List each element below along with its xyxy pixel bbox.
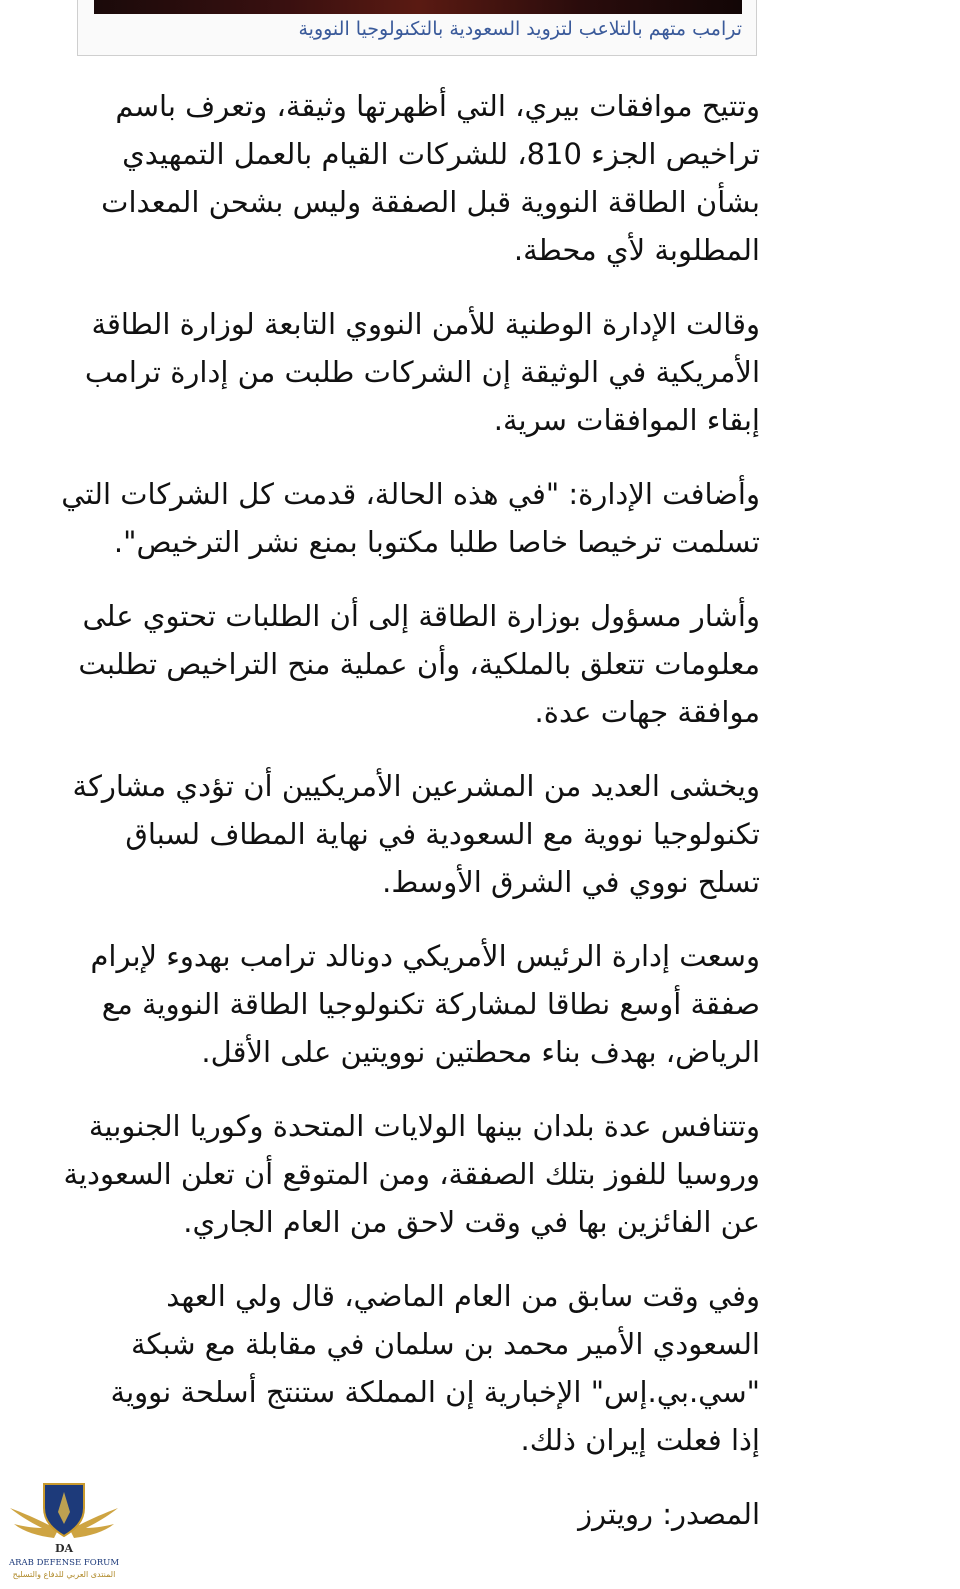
paragraph-perry-approvals: وتتيح موافقات بيري، التي أظهرتها وثيقة، وتعرف باسم تراخيص الجزء 810، للشركات القيام بالعمل التمهيدي بشأن الطاقة النووية قبل الصفقة وليس بشحن المعدات المطلوبة لأي محطة. (101, 89, 760, 267)
paragraph-energy-official: وأشار مسؤول بوزارة الطاقة إلى أن الطلبات تحتوي على معلومات تتعلق بالملكية، وأن عملية منح التراخيص تطلبت موافقة جهات عدة. (78, 599, 760, 729)
logo-name: ARAB DEFENSE FORUM (8, 1558, 120, 1568)
paragraph-administration-quote: وأضافت الإدارة: "في هذه الحالة، قدمت كل الشركات التي تسلمت ترخيصا خاصا طلبا مكتوبا بمنع نشر الترخيص". (61, 477, 760, 559)
article-figure (77, 0, 757, 56)
paragraph-trump-deal: وسعت إدارة الرئيس الأمريكي دونالد ترامب بهدوء لإبرام صفقة أوسع نطاقا لمشاركة تكنولوجيا الطاقة النووية مع الرياض، بهدف بناء محطتين نوويتين على الأقل. (90, 939, 760, 1069)
image-caption: ترامب متهم بالتلاعب لتزويد السعودية بالتكنولوجيا النووية (298, 18, 742, 40)
logo-monogram: DA (54, 1542, 74, 1555)
arab-defense-forum-logo (6, 1478, 122, 1584)
paragraph-nnsa-statement: وقالت الإدارة الوطنية للأمن النووي التابعة لوزارة الطاقة الأمريكية في الوثيقة إن الشركات طلبت من إدارة ترامب إبقاء الموافقات سرية. (84, 307, 760, 437)
article-body (60, 82, 760, 1564)
logo-name-arabic: المنتدى العربي للدفاع والتسليح (12, 1570, 116, 1579)
paragraph-competing-countries: وتتنافس عدة بلدان بينها الولايات المتحدة وكوريا الجنوبية وروسيا للفوز بتلك الصفقة، ومن المتوقع أن تعلن السعودية عن الفائزين بها في وقت لاحق من العام الجاري. (63, 1109, 760, 1239)
article-image[interactable] (94, 0, 742, 14)
source-credit: المصدر: رويترز (578, 1497, 760, 1531)
paragraph-lawmakers-concern: ويخشى العديد من المشرعين الأمريكيين أن تؤدي مشاركة تكنولوجيا نووية مع السعودية في نهاية المطاف لسباق تسلح نووي في الشرق الأوسط. (72, 769, 760, 899)
paragraph-crown-prince: وفي وقت سابق من العام الماضي، قال ولي العهد السعودي الأمير محمد بن سلمان في مقابلة مع شبكة "سي.بي.إس" الإخبارية إن المملكة ستنتج أسلحة نووية إذا فعلت إيران ذلك. (110, 1279, 760, 1457)
